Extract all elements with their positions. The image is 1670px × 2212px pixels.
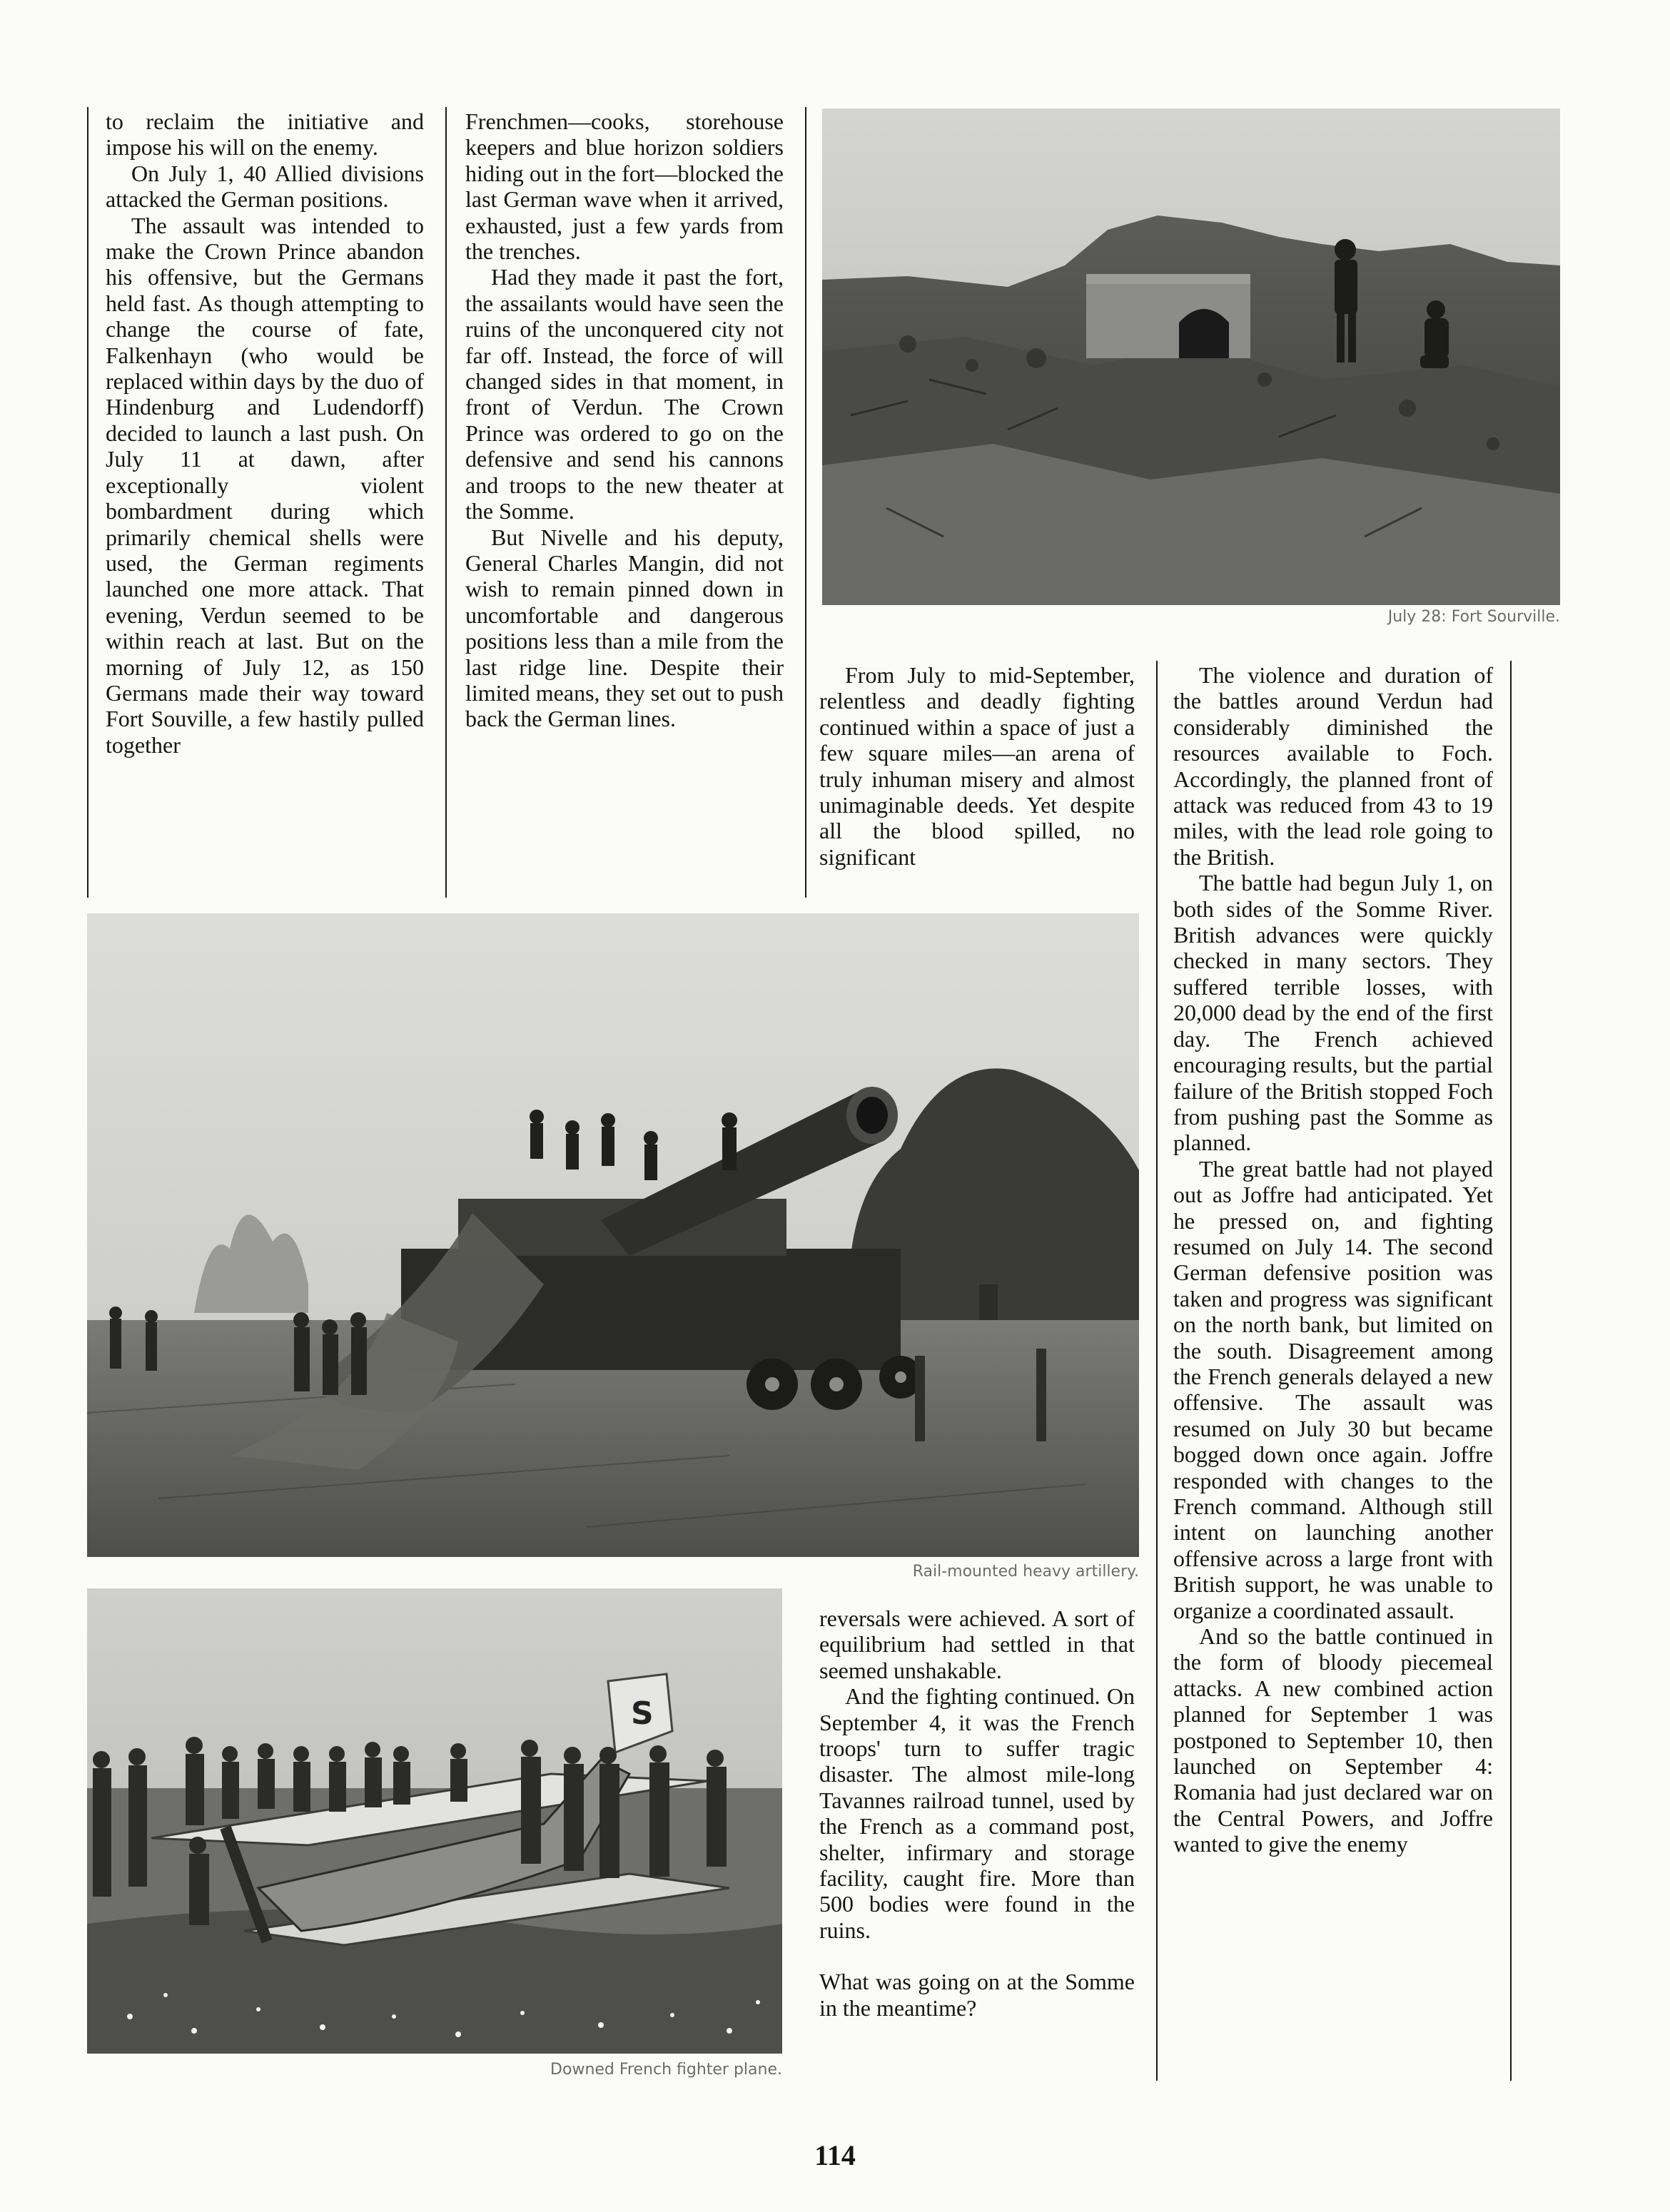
article-column-4: [1173, 662, 1493, 1857]
paragraph: reversals were achieved. A sort of equilibrium had settled in that seemed unshakable.: [819, 1605, 1135, 1683]
paragraph: And the fighting continued. On September 4, it was the French troops' turn to suffer tragic disaster. The almost mile-long Tavannes railroad tunnel, used by the French as a command post, shelter, infirmary and storage facility, caught fire. More than 500 bodies were found in the ruins.: [819, 1683, 1135, 1943]
fort-souville-photo: [822, 108, 1560, 605]
article-column-2: [465, 108, 784, 732]
paragraph: But Nivelle and his deputy, General Charles Mangin, did not wish to remain pinned down in uncomfortable and dangerous positions less than a mile from the last ridge line. Despite their limited means, they set out to push back the German lines.: [465, 524, 784, 732]
paragraph: The battle had begun July 1, on both sides of the Somme River. British advances were quickly checked in many sectors. They suffered terrible losses, with 20,000 dead by the end of the first day. The French achieved encouraging results, but the partial failure of the British stopped Foch from pushing past the Somme as planned.: [1173, 870, 1493, 1156]
paragraph: to reclaim the initiative and impose his will on the enemy.: [106, 108, 424, 161]
paragraph: From July to mid-September, relentless and deadly fighting continued within a space of just a few square miles—an arena of truly inhuman misery and almost unimaginable deeds. Yet despite all the blood spilled, no significant: [819, 662, 1135, 870]
column-rule: [1156, 661, 1158, 2081]
paragraph: The great battle had not played out as Joffre had anticipated. Yet he pressed on, and fighting resumed on July 14. The second German defensive position was taken and progress was significant on the north bank, but limited on the south. Disagreement among the French generals delayed a new offensive. The assault was resumed on July 30 but became bogged down once again. Joffre responded with changes to the French command. Although still intent on launching another offensive across a large front with British support, he was unable to organize a coordinated assault.: [1173, 1155, 1493, 1623]
paragraph: The violence and duration of the battles around Verdun had considerably diminished the resources available to Foch. Accordingly, the planned front of attack was reduced from 43 to 19 miles, with the lead role going to the British.: [1173, 662, 1493, 870]
artillery-photo-caption: Rail-mounted heavy artillery.: [912, 1563, 1139, 1581]
plane-tail-letter: S: [631, 1695, 654, 1732]
column-rule: [1510, 661, 1512, 2081]
paragraph: On July 1, 40 Allied divisions attacked the German positions.: [106, 160, 424, 213]
column-rule: [805, 107, 806, 898]
paragraph: Frenchmen—cooks, storehouse keepers and blue horizon soldiers hiding out in the fort—blocked the last German wave when it arrived, exhausted, just a few yards from the trenches.: [465, 108, 784, 265]
paragraph: Had they made it past the fort, the assailants would have seen the ruins of the unconquered city not far off. Instead, the force of will changed sides in that moment, in front of Verdun. The Crown Prince was ordered to go on the defensive and send his cannons and troops to the new theater at the Somme.: [465, 264, 784, 524]
column-rule: [87, 107, 88, 898]
downed-plane-photo: [87, 1588, 782, 2054]
fort-photo-caption: July 28: Fort Sourville.: [1387, 608, 1560, 626]
article-column-3-top: [819, 662, 1135, 870]
paragraph: The assault was intended to make the Crown Prince abandon his offensive, but the Germans held fast. As though attempting to change the course of fate, Falkenhayn (who would be replaced within days by the duo of Hindenburg and Ludendorff) decided to launch a last push. On July 11 at dawn, after exceptionally violent bombardment during which primarily chemical shells were used, the German regiments launched one more attack. That evening, Verdun seemed to be within reach at last. But on the morning of July 12, as 150 Germans made their way toward Fort Souville, a few hastily pulled together: [106, 212, 424, 758]
page-number: 114: [814, 2139, 856, 2171]
rail-artillery-photo: [87, 913, 1139, 1557]
column-rule: [445, 107, 447, 898]
paragraph: And so the battle continued in the form of bloody piecemeal attacks. A new combined action planned for September 1 was postponed to September 10, then launched on September 4: Romania had just declared war on the Central Powers, and Joffre wanted to give the enemy: [1173, 1623, 1493, 1857]
plane-photo-caption: Downed French fighter plane.: [550, 2061, 782, 2079]
article-column-1: [106, 108, 424, 758]
article-column-3-bottom: [819, 1605, 1135, 2021]
paragraph: What was going on at the Somme in the meantime?: [819, 1969, 1135, 2021]
